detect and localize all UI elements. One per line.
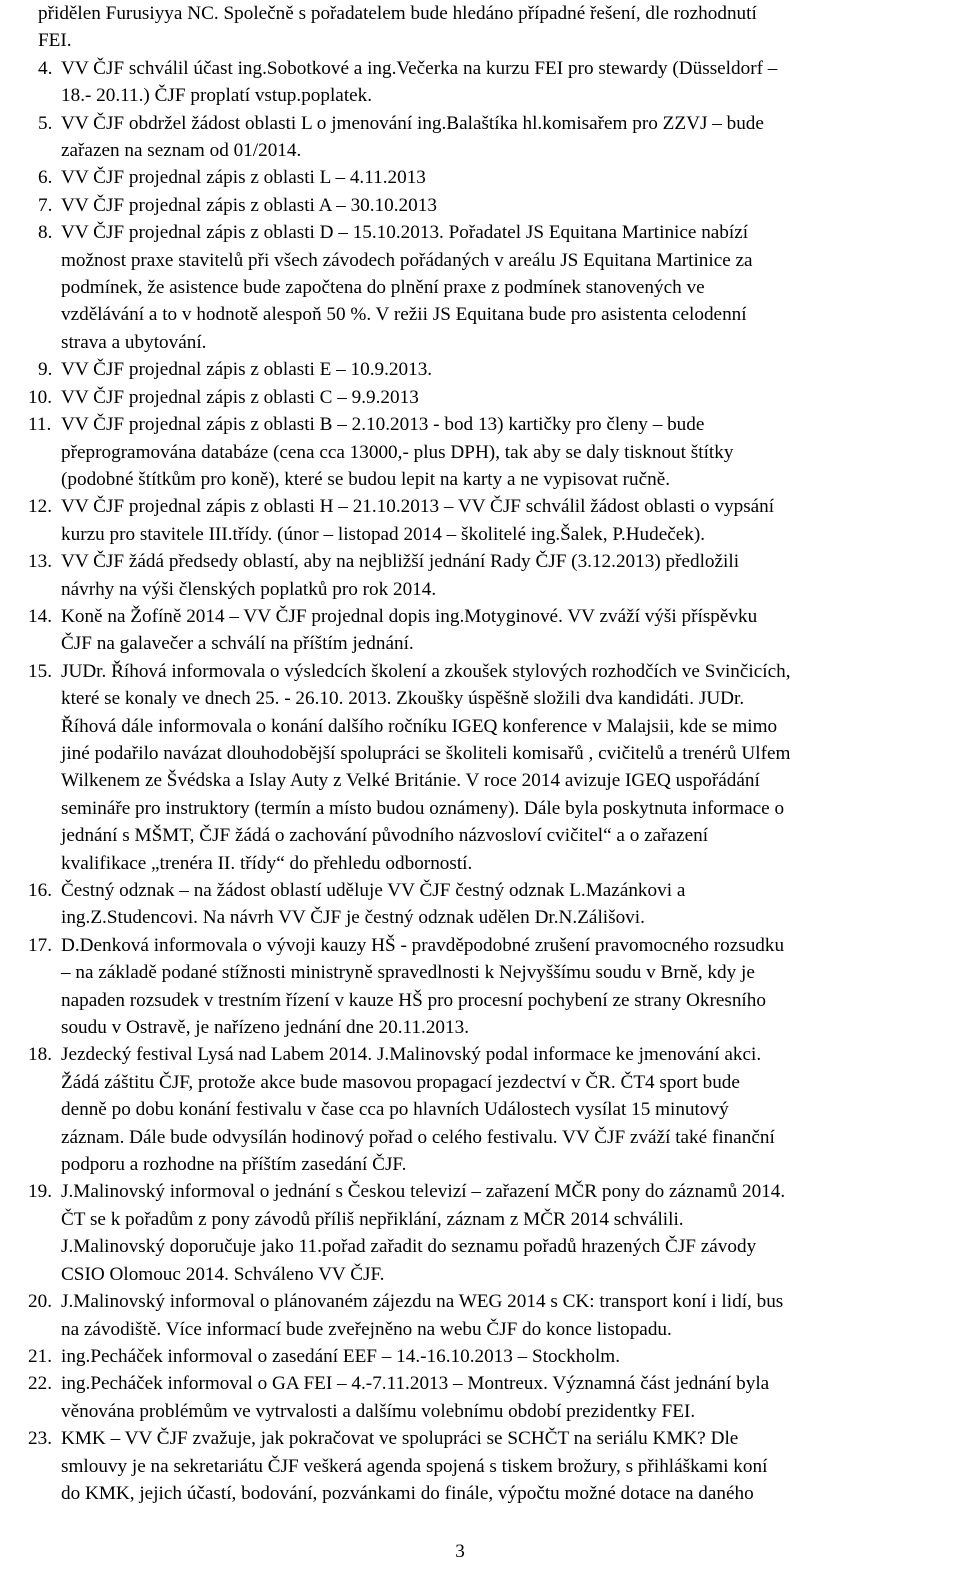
item-line: Říhová dále informovala o konání dalšího ročníku IGEQ konference v Malajsii, kde se mimo bbox=[61, 715, 778, 737]
list-item bbox=[28, 1425, 958, 1507]
item-line: J.Malinovský informoval o jednání s Českou televizí – zařazení MČR pony do záznamů 2014. bbox=[61, 1181, 786, 1203]
list-item bbox=[28, 384, 958, 411]
item-number: 6. bbox=[38, 167, 53, 189]
item-line: KMK – VV ČJF zvažuje, jak pokračovat ve spolupráci se SCHČT na seriálu KMK? Dle bbox=[61, 1428, 739, 1450]
list-item bbox=[28, 877, 958, 932]
item-line: semináře pro instruktory (termín a místo budou oznámeny). Dále byla poskytnuta informace o bbox=[61, 797, 785, 819]
item-line: Wilkenem ze Švédska a Islay Auty z Velké Británie. V roce 2014 avizuje IGEQ uspořádání bbox=[61, 770, 760, 792]
item-text bbox=[61, 877, 958, 932]
intro-paragraph bbox=[38, 0, 958, 55]
item-number: 12. bbox=[28, 496, 52, 518]
item-line: záznam. Dále bude odvysílán hodinový pořad o celého festivalu. VV ČJF zváží také finanční bbox=[61, 1126, 775, 1148]
item-text bbox=[61, 932, 958, 1042]
item-line: kurzu pro stavitele III.třídy. (únor – listopad 2014 – školitelé ing.Šalek, P.Hudeček). bbox=[61, 523, 706, 545]
item-number: 18. bbox=[28, 1044, 52, 1066]
list-item bbox=[28, 548, 958, 603]
item-line: J.Malinovský informoval o plánovaném zájezdu na WEG 2014 s CK: transport koní i lidí, bus bbox=[61, 1291, 784, 1313]
item-line: Žádá záštitu ČJF, protože akce bude masovou propagací jezdectví v ČR. ČT4 sport bude bbox=[61, 1071, 740, 1093]
item-line: do KMK, jejich účastí, bodování, pozvánkami do finále, výpočtu možné dotace na daného bbox=[61, 1482, 754, 1504]
item-line: Koně na Žofíně 2014 – VV ČJF projednal dopis ing.Motyginové. VV zváží výši příspěvku bbox=[61, 605, 758, 627]
item-text bbox=[61, 356, 958, 383]
item-text bbox=[61, 192, 958, 219]
item-number: 13. bbox=[28, 551, 52, 573]
item-line: soudu v Ostravě, je nařízeno jednání dne 20.11.2013. bbox=[61, 1017, 469, 1039]
item-line: věnována problémům ve vytrvalosti a dalšímu volebnímu období prezidentky FEI. bbox=[61, 1400, 696, 1422]
item-text bbox=[61, 1178, 958, 1288]
item-line: VV ČJF projednal zápis z oblasti D – 15.10.2013. Pořadatel JS Equitana Martinice nabízí bbox=[61, 222, 749, 244]
item-line: VV ČJF projednal zápis z oblasti E – 10.9.2013. bbox=[61, 359, 433, 381]
item-number: 8. bbox=[38, 222, 53, 244]
item-line: VV ČJF žádá předsedy oblastí, aby na nejbližší jednání Rady ČJF (3.12.2013) předložili bbox=[61, 551, 740, 573]
item-line: zařazen na seznam od 01/2014. bbox=[61, 140, 302, 162]
item-number: 16. bbox=[28, 880, 52, 901]
item-number: 5. bbox=[38, 112, 53, 134]
item-number: 17. bbox=[28, 934, 52, 956]
item-text bbox=[61, 110, 958, 165]
item-line: které se konaly ve dnech 25. - 26.10. 2013. Zkoušky úspěšně složili dva kandidáti. JUDr. bbox=[61, 688, 745, 710]
item-line: jiné podařilo navázat dlouhodobější spolupráci se školiteli komisařů , cvičitelů a trenérů Ulfem bbox=[61, 742, 791, 764]
item-text bbox=[61, 55, 958, 110]
item-text bbox=[61, 658, 958, 877]
item-text bbox=[61, 384, 958, 411]
item-number: 21. bbox=[28, 1345, 52, 1367]
item-line: vzdělávání a to v hodnotě alespoň 50 %. V režii JS Equitana bude pro asistenta celodenní bbox=[61, 304, 747, 326]
item-line: J.Malinovský doporučuje jako 11.pořad zařadit do seznamu pořadů hrazených ČJF závody bbox=[61, 1236, 757, 1258]
item-line: VV ČJF schválil účast ing.Sobotkové a ing.Večerka na kurzu FEI pro stewardy (Düsseldorf – bbox=[61, 57, 778, 79]
list-item bbox=[28, 493, 958, 548]
list-item bbox=[28, 1041, 958, 1178]
item-number: 14. bbox=[28, 605, 52, 627]
item-line: VV ČJF projednal zápis z oblasti L – 4.11.2013 bbox=[61, 167, 426, 189]
list-item bbox=[28, 1343, 958, 1370]
list-item bbox=[28, 658, 958, 877]
item-text bbox=[61, 1370, 958, 1425]
item-line: VV ČJF projednal zápis z oblasti B – 2.10.2013 - bod 13) kartičky pro členy – bude bbox=[61, 414, 705, 436]
item-line: strava a ubytování. bbox=[61, 331, 207, 353]
list-item bbox=[28, 603, 958, 658]
item-line: na závodiště. Více informací bude zveřejněno na webu ČJF do konce listopadu. bbox=[61, 1318, 672, 1340]
item-line: návrhy na výši členských poplatků pro rok 2014. bbox=[61, 578, 437, 600]
item-line: možnost praxe stavitelů při všech závodech pořádaných v areálu JS Equitana Martinice za bbox=[61, 249, 753, 271]
item-number: 15. bbox=[28, 660, 52, 682]
item-text bbox=[61, 1343, 958, 1370]
item-line: VV ČJF projednal zápis z oblasti C – 9.9.2013 bbox=[61, 386, 419, 408]
item-line: přeprogramována databáze (cena cca 13000,- plus DPH), tak aby se daly tisknout štítky bbox=[61, 441, 734, 463]
item-number: 11. bbox=[28, 414, 52, 436]
item-line: VV ČJF obdržel žádost oblasti L o jmenování ing.Balaštíka hl.komisařem pro ZZVJ – bude bbox=[61, 112, 764, 134]
list-item bbox=[28, 1178, 958, 1288]
list-item bbox=[38, 164, 958, 191]
item-line: 18.- 20.11.) ČJF proplatí vstup.poplatek. bbox=[61, 85, 373, 107]
item-number: 7. bbox=[38, 194, 53, 216]
item-line: ČJF na galavečer a schválí na příštím jednání. bbox=[61, 633, 414, 655]
item-number: 9. bbox=[38, 359, 53, 381]
item-text bbox=[61, 1425, 958, 1507]
item-line: Čestný odznak – na žádost oblastí uděluje VV ČJF čestný odznak L.Mazánkovi a bbox=[61, 880, 686, 901]
item-line: VV ČJF projednal zápis z oblasti H – 21.10.2013 – VV ČJF schválil žádost oblasti o vypsání bbox=[61, 496, 775, 518]
item-line: (podobné štítkům pro koně), které se budou lepit na karty a ne vypisovat ručně. bbox=[61, 468, 671, 490]
item-text bbox=[61, 164, 958, 191]
list-item bbox=[38, 219, 958, 356]
item-number: 23. bbox=[28, 1428, 52, 1450]
item-text bbox=[61, 603, 958, 658]
item-line: denně po dobu konání festivalu v čase cca po hlavních Událostech vysílat 15 minutový bbox=[61, 1099, 729, 1121]
item-line: napaden rozsudek v trestním řízení v kauze HŠ pro procesní pochybení ze strany Okresního bbox=[61, 989, 766, 1011]
numbered-list bbox=[28, 55, 958, 1508]
item-line: ČT se k pořadům z pony závodů příliš nepřiklání, záznam z MČR 2014 schválili. bbox=[61, 1208, 684, 1230]
item-text bbox=[61, 493, 958, 548]
list-item bbox=[28, 1288, 958, 1343]
list-item bbox=[38, 356, 958, 383]
item-number: 10. bbox=[28, 386, 52, 408]
item-line: Jezdecký festival Lysá nad Labem 2014. J.Malinovský podal informace ke jmenování akci. bbox=[61, 1044, 762, 1066]
item-number: 20. bbox=[28, 1291, 52, 1313]
item-line: kvalifikace „trenéra II. třídy“ do přehledu odborností. bbox=[61, 852, 473, 874]
document-page bbox=[28, 0, 958, 1507]
item-line: smlouvy je na sekretariátu ČJF veškerá agenda spojená s tiskem brožury, s přihláškami koní bbox=[61, 1455, 768, 1477]
item-number: 4. bbox=[38, 57, 53, 79]
item-text bbox=[61, 1041, 958, 1178]
item-text bbox=[61, 1288, 958, 1343]
item-line: VV ČJF projednal zápis z oblasti A – 30.10.2013 bbox=[61, 194, 437, 216]
item-line: ing.Pecháček informoval o zasedání EEF – 14.-16.10.2013 – Stockholm. bbox=[61, 1345, 620, 1367]
item-line: D.Denková informovala o vývoji kauzy HŠ - pravděpodobné zrušení pravomocného rozsudku bbox=[61, 934, 785, 956]
list-item bbox=[38, 110, 958, 165]
item-text bbox=[61, 219, 958, 356]
item-text bbox=[61, 548, 958, 603]
list-item bbox=[28, 1370, 958, 1425]
list-item bbox=[28, 932, 958, 1042]
list-item bbox=[28, 411, 958, 493]
item-line: podporu a rozhodne na příštím zasedání ČJF. bbox=[61, 1154, 407, 1176]
item-number: 19. bbox=[28, 1181, 52, 1203]
item-line: ing.Z.Studencovi. Na návrh VV ČJF je čestný odznak udělen Dr.N.Zálišovi. bbox=[61, 907, 645, 929]
page-number: 3 bbox=[455, 1541, 465, 1562]
intro-line: přidělen Furusiyya NC. Společně s pořadatelem bude hledáno případné řešení, dle rozhodnutí bbox=[38, 3, 757, 24]
item-number: 22. bbox=[28, 1373, 52, 1395]
item-line: podmínek, že asistence bude započtena do plnění praxe z podmínek stanovených ve bbox=[61, 277, 705, 299]
intro-line: FEI. bbox=[38, 30, 72, 52]
item-line: JUDr. Říhová informovala o výsledcích školení a zkoušek stylových rozhodčích ve Svinčicích, bbox=[61, 660, 791, 682]
list-item bbox=[38, 192, 958, 219]
item-line: jednání s MŠMT, ČJF žádá o zachování původního názvosloví cvičitel“ a o zařazení bbox=[61, 825, 709, 847]
item-line: ing.Pecháček informoval o GA FEI – 4.-7.11.2013 – Montreux. Významná část jednání byla bbox=[61, 1373, 770, 1395]
item-line: – na základě podané stížnosti ministryně spravedlnosti k Nejvyššímu soudu v Brně, kdy je bbox=[61, 962, 755, 984]
item-text bbox=[61, 411, 958, 493]
item-line: CSIO Olomouc 2014. Schváleno VV ČJF. bbox=[61, 1263, 385, 1285]
list-item bbox=[38, 55, 958, 110]
